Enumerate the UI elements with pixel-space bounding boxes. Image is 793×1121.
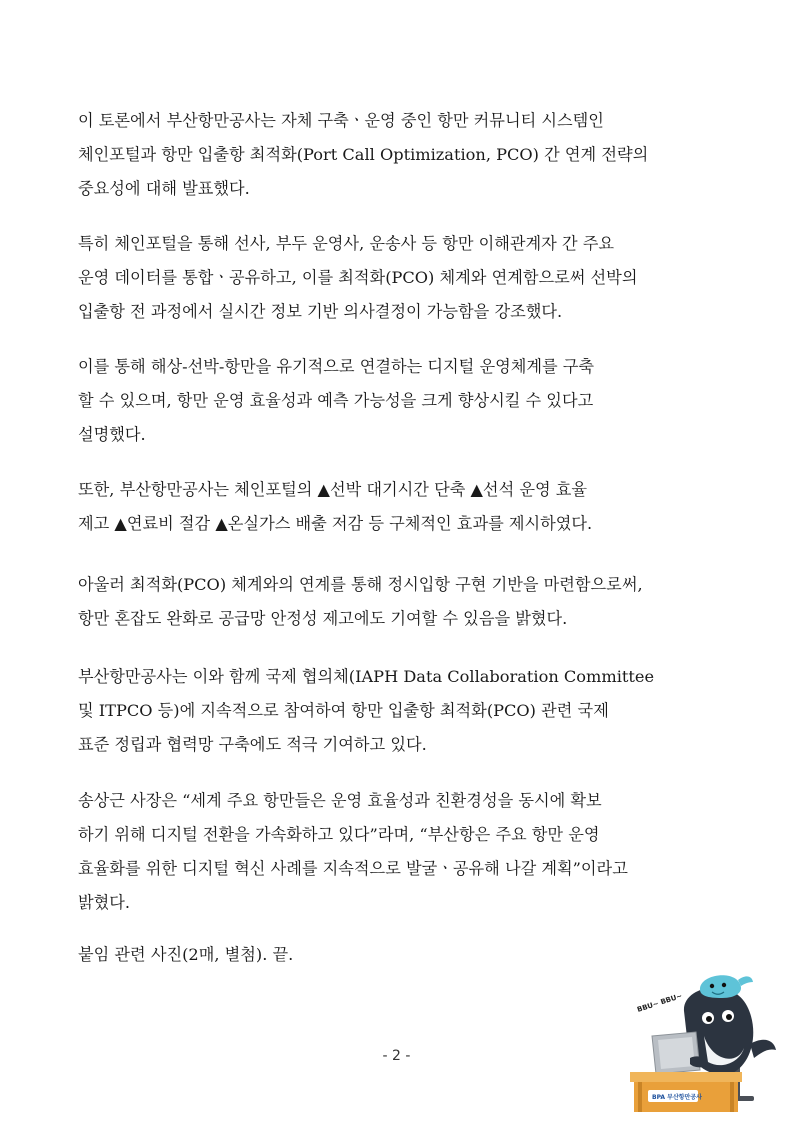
mascot-caption: BBU~ BBU~ [636, 991, 684, 1014]
text-line: 이를 통해 해상-선박-항만을 유기적으로 연결하는 디지털 운영체계를 구축 [78, 357, 595, 376]
text-line: 체인포털과 항만 입출항 최적화(Port Call Optimization, PCO) 간 연계 전략의 [78, 145, 649, 164]
text-line: 송상근 사장은 “세계 주요 항만들은 운영 효율성과 친환경성을 동시에 확보 [78, 791, 602, 810]
whale-mascot-at-laptop-icon [612, 966, 782, 1116]
text-line: 밝혔다. [78, 893, 131, 912]
paragraph-4 [78, 473, 724, 541]
text-line: 운영 데이터를 통합ㆍ공유하고, 이를 최적화(PCO) 체계와 연계함으로써 선박의 [78, 268, 638, 287]
paragraph-5 [78, 568, 724, 636]
paragraph-1 [78, 104, 724, 206]
paragraph-7 [78, 784, 724, 920]
text-line: 또한, 부산항만공사는 체인포털의 ▲선박 대기시간 단축 ▲선석 운영 효율 [78, 480, 588, 499]
text-line: 및 ITPCO 등)에 지속적으로 참여하여 항만 입출항 최적화(PCO) 관련 국제 [78, 701, 609, 720]
page-number: - 2 - [382, 1048, 411, 1064]
text-line: 입출항 전 과정에서 실시간 정보 기반 의사결정이 가능함을 강조했다. [78, 302, 563, 321]
text-line: 중요성에 대해 발표했다. [78, 179, 250, 198]
text-line: 제고 ▲연료비 절감 ▲온실가스 배출 저감 등 구체적인 효과를 제시하였다. [78, 514, 593, 533]
text-line: 항만 혼잡도 완화로 공급망 안정성 제고에도 기여할 수 있음을 밝혔다. [78, 609, 568, 628]
text-line: 하기 위해 디지털 전환을 가속화하고 있다”라며, “부산항은 주요 항만 운영 [78, 825, 600, 844]
text-line: 아울러 최적화(PCO) 체계와의 연계를 통해 정시입항 구현 기반을 마련함으로써, [78, 575, 643, 594]
desk-brand: BPA 부산항만공사 [652, 1094, 702, 1101]
text-line: 이 토론에서 부산항만공사는 자체 구축ㆍ운영 중인 항만 커뮤니티 시스템인 [78, 111, 604, 130]
text-line: 특히 체인포털을 통해 선사, 부두 운영사, 운송사 등 항만 이해관계자 간 주요 [78, 234, 615, 253]
text-line: 부산항만공사는 이와 함께 국제 협의체(IAPH Data Collaboration Committee [78, 667, 655, 686]
paragraph-6 [78, 660, 724, 762]
text-line: 붙임 관련 사진(2매, 별첨). 끝. [78, 945, 294, 964]
text-line: 설명했다. [78, 425, 146, 444]
text-line: 효율화를 위한 디지털 혁신 사례를 지속적으로 발굴ㆍ공유해 나갈 계획”이라고 [78, 859, 628, 878]
text-line: 할 수 있으며, 항만 운영 효율성과 예측 가능성을 크게 향상시킬 수 있다고 [78, 391, 594, 410]
paragraph-2 [78, 227, 724, 329]
paragraph-3 [78, 350, 724, 452]
text-line: 표준 정립과 협력망 구축에도 적극 기여하고 있다. [78, 735, 427, 754]
